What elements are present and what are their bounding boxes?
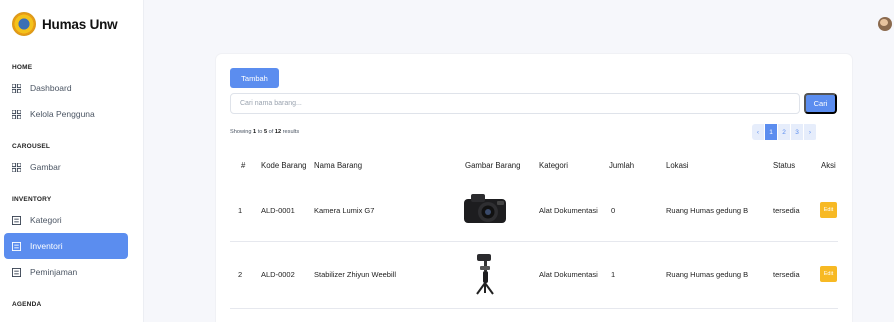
- page-2-button[interactable]: 2: [778, 124, 790, 140]
- camera-image: [462, 191, 508, 225]
- inventory-card: [216, 54, 852, 322]
- results-summary: Showing 1 to 5 of 12 results: [230, 129, 300, 135]
- page-1-button[interactable]: 1: [765, 124, 777, 140]
- row-divider: [230, 241, 838, 242]
- col-status: Status: [773, 161, 796, 170]
- cell-nama: Stabilizer Zhiyun Weebill: [314, 270, 396, 279]
- cell-kategori: Alat Dokumentasi: [539, 270, 598, 279]
- pagination: [752, 124, 817, 140]
- grid-icon: [12, 110, 21, 119]
- cell-kode: ALD-0001: [261, 206, 295, 215]
- page-3-button[interactable]: 3: [791, 124, 803, 140]
- search-button[interactable]: Cari: [804, 93, 837, 114]
- cell-no: 2: [238, 270, 243, 279]
- col-kode: Kode Barang: [261, 161, 307, 170]
- edit-button[interactable]: Edit: [820, 266, 837, 282]
- university-logo: [12, 12, 36, 36]
- sidebar-item-label: Kelola Pengguna: [30, 109, 95, 119]
- search-input[interactable]: Cari nama barang...: [230, 93, 800, 114]
- col-no: #: [241, 161, 246, 170]
- grid-icon: [12, 163, 21, 172]
- section-carousel: CAROUSEL: [12, 143, 51, 150]
- brand-name: Humas Unw: [42, 16, 118, 32]
- sidebar-item-kelola-pengguna[interactable]: [0, 101, 128, 127]
- brand[interactable]: [0, 0, 143, 48]
- edit-button[interactable]: Edit: [820, 202, 837, 218]
- sidebar-item-label: Dashboard: [30, 83, 72, 93]
- next-page-button[interactable]: ›: [804, 124, 816, 140]
- cell-nama: Kamera Lumix G7: [314, 206, 375, 215]
- cell-jumlah: 1: [611, 270, 616, 279]
- sidebar-item-label: Kategori: [30, 215, 62, 225]
- grid-icon: [12, 84, 21, 93]
- cell-no: 1: [238, 206, 243, 215]
- prev-page-button[interactable]: ‹: [752, 124, 764, 140]
- sidebar-item-gambar[interactable]: [0, 154, 128, 180]
- col-aksi: Aksi: [821, 161, 836, 170]
- sidebar: [0, 0, 144, 322]
- section-inventory: INVENTORY: [12, 196, 52, 203]
- sidebar-item-inventori[interactable]: [4, 233, 128, 259]
- col-lokasi: Lokasi: [666, 161, 689, 170]
- sidebar-item-kategori[interactable]: [0, 207, 128, 233]
- row-divider: [230, 308, 838, 309]
- sidebar-item-label: Peminjaman: [30, 267, 78, 277]
- cell-jumlah: 0: [611, 206, 616, 215]
- sidebar-item-label: Inventori: [30, 241, 63, 251]
- sidebar-item-peminjaman[interactable]: [0, 259, 128, 285]
- add-item-button[interactable]: Tambah: [230, 68, 279, 88]
- section-agenda: AGENDA: [12, 301, 42, 308]
- cell-status: tersedia: [773, 270, 800, 279]
- sidebar-item-dashboard[interactable]: [0, 75, 128, 101]
- section-home: HOME: [12, 64, 33, 71]
- user-avatar[interactable]: [878, 17, 892, 31]
- gimbal-stabilizer-image: [473, 252, 497, 296]
- list-icon: [12, 216, 21, 225]
- col-nama: Nama Barang: [314, 161, 363, 170]
- sidebar-item-label: Gambar: [30, 162, 61, 172]
- col-jumlah: Jumlah: [609, 161, 635, 170]
- col-kategori: Kategori: [539, 161, 569, 170]
- list-icon: [12, 242, 21, 251]
- cell-kategori: Alat Dokumentasi: [539, 206, 598, 215]
- cell-lokasi: Ruang Humas gedung B: [666, 270, 749, 279]
- col-gambar: Gambar Barang: [465, 161, 521, 170]
- cell-kode: ALD-0002: [261, 270, 295, 279]
- cell-status: tersedia: [773, 206, 800, 215]
- list-icon: [12, 268, 21, 277]
- cell-lokasi: Ruang Humas gedung B: [666, 206, 749, 215]
